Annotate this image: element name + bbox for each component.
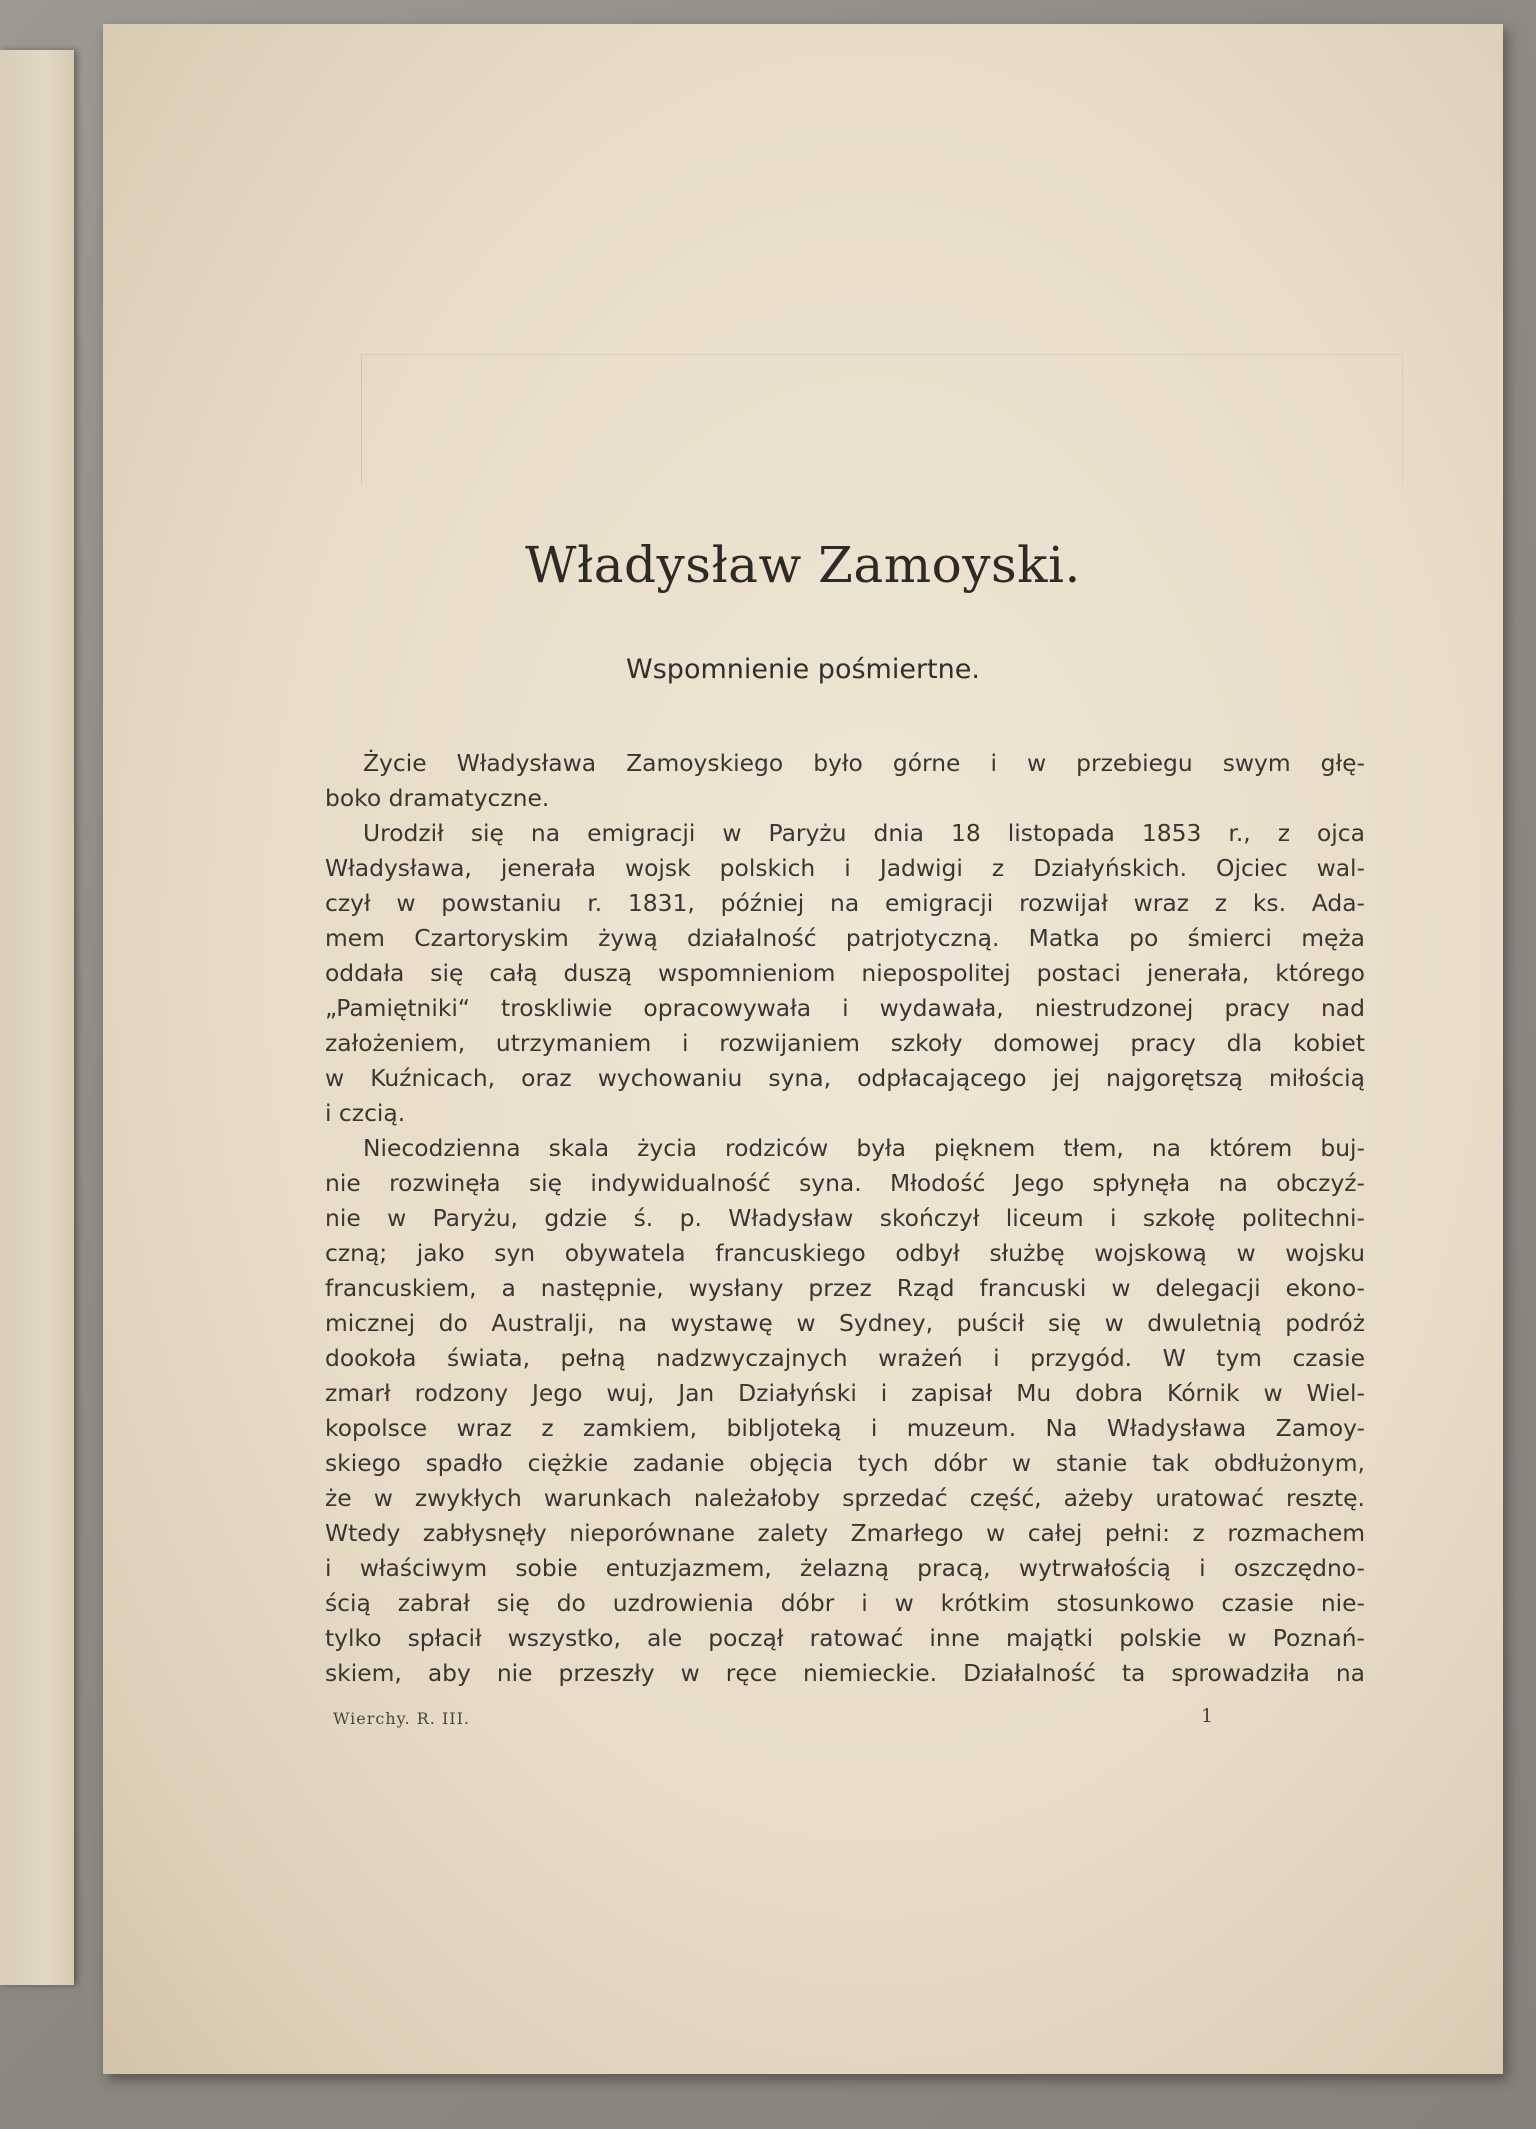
- journal-signature: Wierchy. R. III.: [333, 1709, 471, 1728]
- text-line: Wtedy zabłysnęły nieporównane zalety Zmarłego w całej pełni: z rozmachem: [325, 1519, 1365, 1547]
- text-line: oddała się całą duszą wspomnieniom niepospolitej postaci jenerała, którego: [325, 959, 1365, 987]
- text-line: i czcią.: [325, 1099, 406, 1127]
- text-line: Niecodzienna skala życia rodziców była pięknem tłem, na którem buj-: [363, 1134, 1365, 1162]
- page-number: 1: [1201, 1705, 1214, 1727]
- text-line: czną; jako syn obywatela francuskiego odbył służbę wojskową w wojsku: [325, 1239, 1365, 1267]
- text-line: Urodził się na emigracji w Paryżu dnia 18 listopada 1853 r., z ojca: [363, 819, 1365, 847]
- text-line: dookoła świata, pełną nadzwyczajnych wrażeń i przygód. W tym czasie: [325, 1344, 1365, 1372]
- article-body: [325, 746, 1365, 1691]
- text-line: skiem, aby nie przeszły w ręce niemieckie. Działalność ta sprowadziła na: [325, 1659, 1365, 1687]
- text-line: „Pamiętniki“ troskliwie opracowywała i wydawała, niestrudzonej pracy nad: [325, 994, 1365, 1022]
- text-line: skiego spadło ciężkie zadanie objęcia tych dóbr w stanie tak obdłużonym,: [325, 1449, 1365, 1477]
- text-line: Życie Władysława Zamoyskiego było górne i w przebiegu swym głę-: [363, 749, 1365, 777]
- text-line: w Kuźnicach, oraz wychowaniu syna, odpłacającego jej najgorętszą miłością: [325, 1064, 1365, 1092]
- text-line: zmarł rodzony Jego wuj, Jan Działyński i zapisał Mu dobra Kórnik w Wiel-: [325, 1379, 1365, 1407]
- adjacent-page-edge: [0, 50, 74, 1985]
- faded-frame-mark: [361, 354, 1403, 485]
- text-line: tylko spłacił wszystko, ale począł ratować inne majątki polskie w Poznań-: [325, 1624, 1365, 1652]
- text-line: czył w powstaniu r. 1831, później na emigracji rozwijał wraz z ks. Ada-: [325, 889, 1365, 917]
- text-line: założeniem, utrzymaniem i rozwijaniem szkoły domowej pracy dla kobiet: [325, 1029, 1365, 1057]
- text-line: micznej do Australji, na wystawę w Sydney, puścił się w dwuletnią podróż: [325, 1309, 1365, 1337]
- text-line: nie rozwinęła się indywidualność syna. Młodość Jego spłynęła na obczyź-: [325, 1169, 1365, 1197]
- text-line: Władysława, jenerała wojsk polskich i Jadwigi z Działyńskich. Ojciec wal-: [325, 854, 1365, 882]
- article-title: Władysław Zamoyski.: [525, 536, 1081, 594]
- text-line: boko dramatyczne.: [325, 784, 550, 812]
- text-line: kopolsce wraz z zamkiem, bibljoteką i muzeum. Na Władysława Zamoy-: [325, 1414, 1365, 1442]
- document-page: [103, 24, 1503, 2074]
- article-subtitle: Wspomnienie pośmiertne.: [626, 654, 980, 685]
- text-line: że w zwykłych warunkach należałoby sprzedać część, ażeby uratować resztę.: [325, 1484, 1365, 1512]
- text-line: ścią zabrał się do uzdrowienia dóbr i w krótkim stosunkowo czasie nie-: [325, 1589, 1365, 1617]
- text-line: francuskiem, a następnie, wysłany przez Rząd francuski w delegacji ekono-: [325, 1274, 1365, 1302]
- text-line: i właściwym sobie entuzjazmem, żelazną pracą, wytrwałością i oszczędno-: [325, 1554, 1365, 1582]
- text-line: nie w Paryżu, gdzie ś. p. Władysław skończył liceum i szkołę politechni-: [325, 1204, 1365, 1232]
- text-line: mem Czartoryskim żywą działalność patrjotyczną. Matka po śmierci męża: [325, 924, 1365, 952]
